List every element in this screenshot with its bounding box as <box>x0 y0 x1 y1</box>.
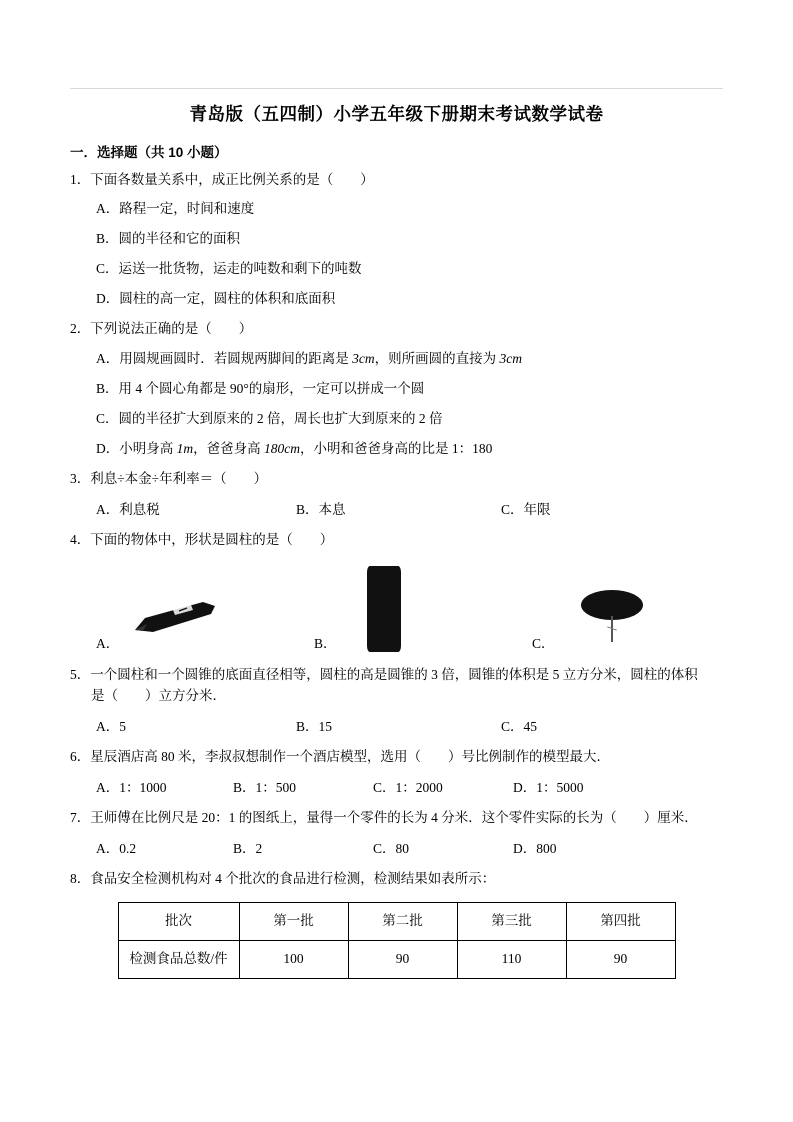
q2a-unit2: 3cm <box>499 351 522 367</box>
q2d-part2: ，爸爸身高 <box>193 440 264 456</box>
question-2-stem <box>70 319 723 340</box>
question-1-text: 下面各数量关系中，成正比例关系的是（ ） <box>90 171 374 187</box>
question-8 <box>70 869 723 979</box>
q2a-part1: A．用圆规画圆时．若圆规两脚间的距离是 <box>96 351 353 367</box>
table-row <box>118 902 675 940</box>
question-5-option-c[interactable]: C．45 <box>501 719 538 735</box>
question-7-option-a[interactable]: A．0.2 <box>96 841 137 857</box>
cylinder-shape <box>345 564 455 656</box>
question-1-number: 1． <box>70 171 91 187</box>
table-header-batch-1: 第一批 <box>239 902 348 940</box>
table-header-batch-3: 第三批 <box>457 902 566 940</box>
question-6-option-c[interactable]: C．1：2000 <box>373 780 443 796</box>
header-divider <box>70 88 723 89</box>
question-4-option-b-label: B． <box>314 635 337 651</box>
question-7-option-c[interactable]: C．80 <box>373 841 410 857</box>
pen-cone-shape <box>127 564 237 656</box>
table-row-label-total: 检测食品总数/件 <box>118 940 239 978</box>
question-1 <box>70 170 723 311</box>
question-2-number: 2． <box>70 321 91 337</box>
q2d-part3: ，小明和爸爸身高的比是 1：180 <box>300 440 493 456</box>
question-8-text: 食品安全检测机构对 4 个批次的食品进行检测，检测结果如表所示： <box>90 870 496 886</box>
q2d-unit2: 180cm <box>264 440 300 456</box>
question-4-option-a-label: A． <box>96 635 120 651</box>
page-title: 青岛版（五四制）小学五年级下册期末考试数学试卷 <box>189 104 604 124</box>
question-7-option-b[interactable]: B．2 <box>233 841 263 857</box>
question-4 <box>70 530 723 657</box>
question-1-option-a[interactable]: A．路程一定，时间和速度 <box>96 201 255 217</box>
table-cell-batch-3-total: 110 <box>457 940 566 978</box>
sphere-icon <box>573 580 659 642</box>
question-7-option-d[interactable]: D．800 <box>513 841 557 857</box>
question-6-option-b[interactable]: B．1：500 <box>233 780 297 796</box>
question-4-stem <box>70 530 723 551</box>
q2a-part2: ，则所画圆的直接为 <box>374 351 500 367</box>
question-2-option-c[interactable]: C．圆的半径扩大到原来的 2 倍，周长也扩大到原来的 2 倍 <box>96 410 443 426</box>
question-5-option-b[interactable]: B．15 <box>296 719 333 735</box>
question-6-option-d[interactable]: D．1：5000 <box>513 780 584 796</box>
question-5-stem-continued: 是（ ）立方分米． <box>91 688 226 704</box>
question-2 <box>70 319 723 460</box>
section-heading: 一．选择题（共 10 小题） <box>70 144 228 160</box>
question-2-option-a[interactable] <box>96 349 723 370</box>
question-5-number: 5． <box>70 667 91 683</box>
question-1-stem <box>70 170 723 191</box>
question-5-option-a[interactable]: A．5 <box>96 719 126 735</box>
question-7 <box>70 808 723 860</box>
question-4-option-a[interactable] <box>96 564 314 656</box>
question-4-text: 下面的物体中，形状是圆柱的是（ ） <box>90 531 334 547</box>
table-row <box>118 940 675 978</box>
question-6-stem <box>70 747 723 768</box>
question-7-text: 王师傅在比例尺是 20：1 的图纸上，量得一个零件的长为 4 分米．这个零件实际的长为（ ）厘米． <box>90 810 698 826</box>
question-3-option-b[interactable]: B．本息 <box>296 501 346 517</box>
question-4-number: 4． <box>70 531 91 547</box>
question-4-figures <box>96 560 723 656</box>
table-cell-batch-1-total: 100 <box>239 940 348 978</box>
question-3-number: 3． <box>70 470 91 486</box>
question-5-text: 一个圆柱和一个圆锥的底面直径相等，圆柱的高是圆锥的 3 倍，圆锥的体积是 5 立方分米，圆柱的体积 <box>90 667 698 683</box>
question-3-options <box>96 500 723 521</box>
question-1-option-d[interactable]: D．圆柱的高一定，圆柱的体积和底面积 <box>96 291 336 307</box>
table-header-batch-2: 第二批 <box>348 902 457 940</box>
table-header-batch: 批次 <box>118 902 239 940</box>
question-7-number: 7． <box>70 810 91 826</box>
question-6-options <box>96 778 723 799</box>
q2d-part1: D．小明身高 <box>96 440 177 456</box>
question-6-number: 6． <box>70 749 91 765</box>
q2d-unit1: 1m <box>176 440 194 456</box>
question-8-number: 8． <box>70 870 91 886</box>
question-2-option-b[interactable]: B．用 4 个圆心角都是 90°的扇形，一定可以拼成一个圆 <box>96 380 425 396</box>
cone-icon <box>133 600 217 634</box>
question-3-option-a[interactable]: A．利息税 <box>96 501 160 517</box>
question-2-option-d[interactable] <box>96 439 723 460</box>
inspection-results-table <box>118 902 676 979</box>
question-5-options <box>96 717 723 738</box>
table-cell-batch-2-total: 90 <box>348 940 457 978</box>
question-3 <box>70 469 723 521</box>
question-1-option-c[interactable]: C．运送一批货物，运走的吨数和剩下的吨数 <box>96 261 362 277</box>
question-3-stem <box>70 469 723 490</box>
question-3-option-c[interactable]: C．年限 <box>501 501 551 517</box>
question-7-options <box>96 839 723 860</box>
question-6 <box>70 747 723 799</box>
question-6-text: 星辰酒店高 80 米，李叔叔想制作一个酒店模型，选用（ ）号比例制作的模型最大． <box>90 749 610 765</box>
question-8-stem <box>70 869 723 890</box>
question-4-option-c-label: C． <box>532 635 555 651</box>
question-5-stem <box>70 665 723 686</box>
question-7-stem <box>70 808 723 829</box>
sphere-shape <box>563 564 673 656</box>
sphere-stem <box>611 616 613 642</box>
question-1-option-b[interactable]: B．圆的半径和它的面积 <box>96 231 241 247</box>
question-2-text: 下列说法正确的是（ ） <box>90 321 253 337</box>
table-header-batch-4: 第四批 <box>566 902 675 940</box>
cylinder-icon <box>367 566 401 652</box>
q2a-unit1: 3cm <box>352 351 375 367</box>
question-5 <box>70 665 723 738</box>
question-6-option-a[interactable]: A．1：1000 <box>96 780 167 796</box>
question-3-text: 利息÷本金÷年利率＝（ ） <box>90 470 268 486</box>
question-4-option-c[interactable] <box>532 564 673 656</box>
table-cell-batch-4-total: 90 <box>566 940 675 978</box>
question-4-option-b[interactable] <box>314 564 532 656</box>
